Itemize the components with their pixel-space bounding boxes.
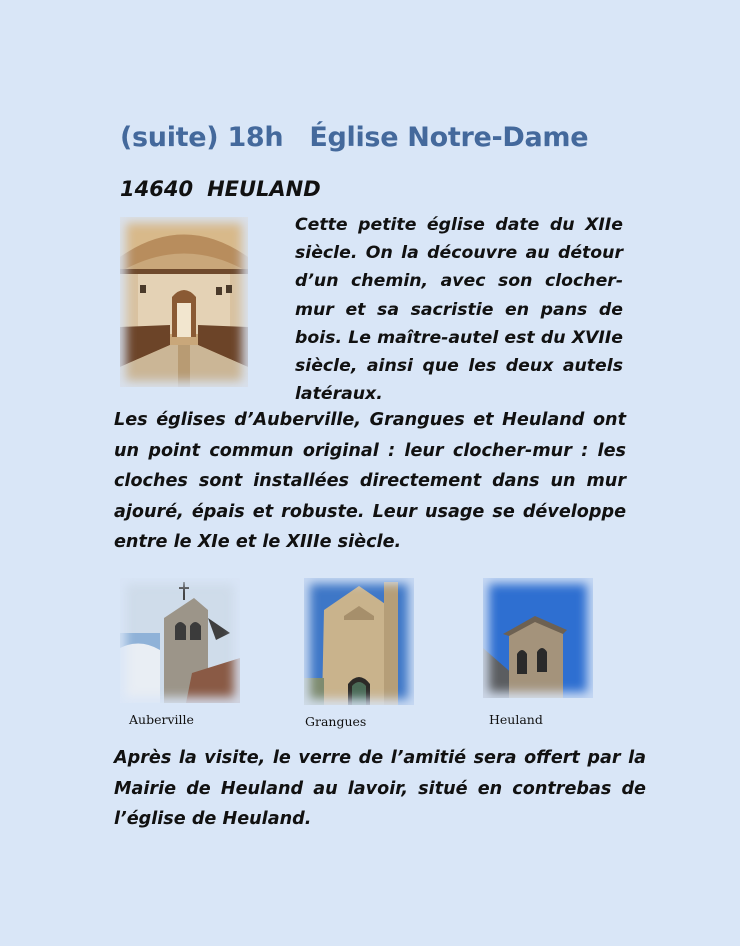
auberville-photo bbox=[120, 578, 240, 703]
location-heading bbox=[120, 177, 321, 201]
visit-paragraph: Après la visite, le verre de l’amitié sera offert par la Mairie de Heuland au lavoir, situé en contrebas de l’église de Heuland. bbox=[114, 748, 646, 829]
caption-grangues: Grangues bbox=[305, 714, 367, 729]
town-name: HEULAND bbox=[207, 177, 321, 201]
heuland-photo bbox=[483, 578, 593, 698]
page-title bbox=[120, 122, 588, 153]
title-time: (suite) 18h bbox=[120, 122, 284, 153]
postcode: 14640 bbox=[120, 177, 194, 201]
bellcote-paragraph: Les églises d’Auberville, Grangues et Heuland ont un point commun original : leur clocher-mur : les cloches sont installées directement dans un mur ajouré, épais et robuste. Leur usage se développe entre le XIe et le XIIIe siècle. bbox=[114, 410, 626, 552]
intro-text: Cette petite église date du XIIe siècle. On la découvre au détour d’un chemin, avec son clocher-mur et sa sacristie en pans de bois. Le maître-autel est du XVIIe siècle, ainsi que les deux autels latéraux. bbox=[295, 215, 623, 405]
caption-heuland: Heuland bbox=[489, 712, 543, 727]
grangues-photo bbox=[304, 578, 414, 705]
caption-auberville: Auberville bbox=[129, 712, 194, 727]
church-interior-photo bbox=[120, 217, 248, 387]
title-place: Église Notre-Dame bbox=[309, 122, 589, 153]
